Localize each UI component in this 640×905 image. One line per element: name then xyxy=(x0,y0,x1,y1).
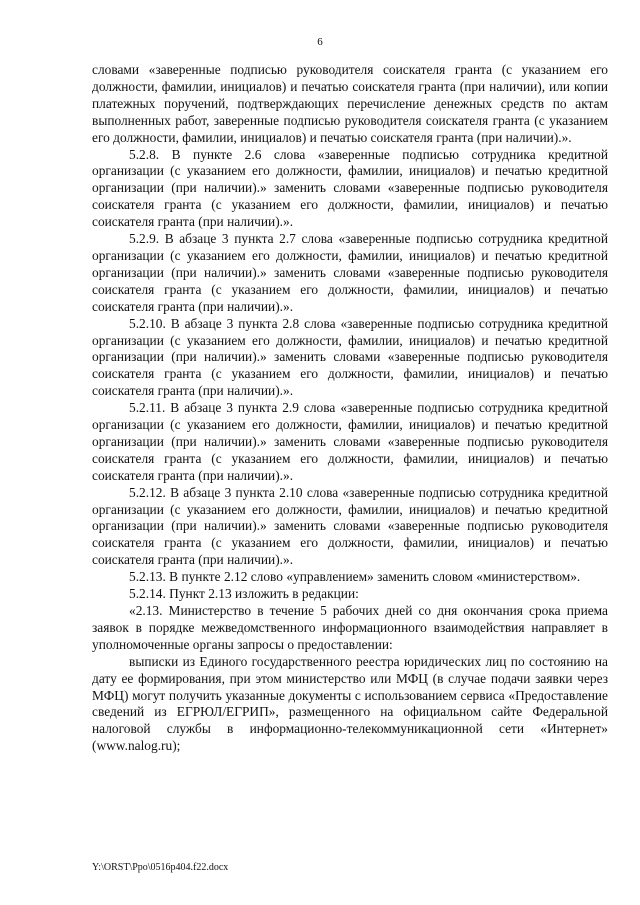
document-body xyxy=(92,62,608,755)
paragraph-5-2-10: 5.2.10. В абзаце 3 пункта 2.8 слова «заверенные подписью сотрудника кредитной организации (с указанием его должности, фамилии, инициалов) и печатью кредитной организации (при наличии).» заменить словами «заверенные подписью руководителя соискателя гранта (с указанием его должности, фамилии, инициалов) и печатью соискателя гранта (при наличии).». xyxy=(92,315,608,399)
paragraph-5-2-8: 5.2.8. В пункте 2.6 слова «заверенные подписью сотрудника кредитной организации (с указанием его должности, фамилии, инициалов) и печатью кредитной организации (при наличии).» заменить словами «заверенные подписью руководителя соискателя гранта (с указанием его должности, фамилии, инициалов) и печатью соискателя гранта (при наличии).». xyxy=(92,146,608,230)
paragraph-egrul-extract: выписки из Единого государственного реестра юридических лиц по состоянию на дату ее формирования, при этом министерство или МФЦ (в случае подачи заявки через МФЦ) могут получить указанные документы с использованием сервиса «Предоставление сведений из ЕГРЮЛ/ЕГРИП», размещенного на официальном сайте Федеральной налоговой службы в информационно-телекоммуникационной сети «Интернет» (www.nalog.ru); xyxy=(92,653,608,754)
paragraph-5-2-14: 5.2.14. Пункт 2.13 изложить в редакции: xyxy=(129,586,359,602)
page-number: 6 xyxy=(317,36,323,48)
paragraph-5-2-13: 5.2.13. В пункте 2.12 слово «управлением» заменить словом «министерством». xyxy=(129,569,581,585)
paragraph-5-2-9: 5.2.9. В абзаце 3 пункта 2.7 слова «заверенные подписью сотрудника кредитной организации (с указанием его должности, фамилии, инициалов) и печатью кредитной организации (при наличии).» заменить словами «заверенные подписью руководителя соискателя гранта (с указанием его должности, фамилии, инициалов) и печатью соискателя гранта (при наличии).». xyxy=(92,231,608,314)
paragraph-2-13-quote: «2.13. Министерство в течение 5 рабочих дней со дня окончания срока приема заявок в порядке межведомственного информационного взаимодействия направляет в уполномоченные органы запросы о предоставлении: xyxy=(92,603,608,652)
paragraph-continuation: словами «заверенные подписью руководителя соискателя гранта (с указанием его должности, фамилии, инициалов) и печатью соискателя гранта (при наличии), или копии платежных поручений, подтверждающих перечисление денежных средств по актам выполненных работ, заверенные подписью руководителя соискателя гранта (с указанием его должности, фамилии, инициалов) и печатью соискателя гранта (при наличии).». xyxy=(92,62,608,145)
file-path-footer: Y:\ORST\Ppo\0516p404.f22.docx xyxy=(92,862,229,873)
paragraph-5-2-12: 5.2.12. В абзаце 3 пункта 2.10 слова «заверенные подписью сотрудника кредитной организации (с указанием его должности, фамилии, инициалов) и печатью кредитной организации (при наличии).» заменить словами «заверенные подписью руководителя соискателя гранта (с указанием его должности, фамилии, инициалов) и печатью соискателя гранта (при наличии).». xyxy=(92,484,608,568)
paragraph-5-2-11: 5.2.11. В абзаце 3 пункта 2.9 слова «заверенные подписью сотрудника кредитной организации (с указанием его должности, фамилии, инициалов) и печатью кредитной организации (при наличии).» заменить словами «заверенные подписью руководителя соискателя гранта (с указанием его должности, фамилии, инициалов) и печатью соискателя гранта (при наличии).». xyxy=(92,400,608,483)
